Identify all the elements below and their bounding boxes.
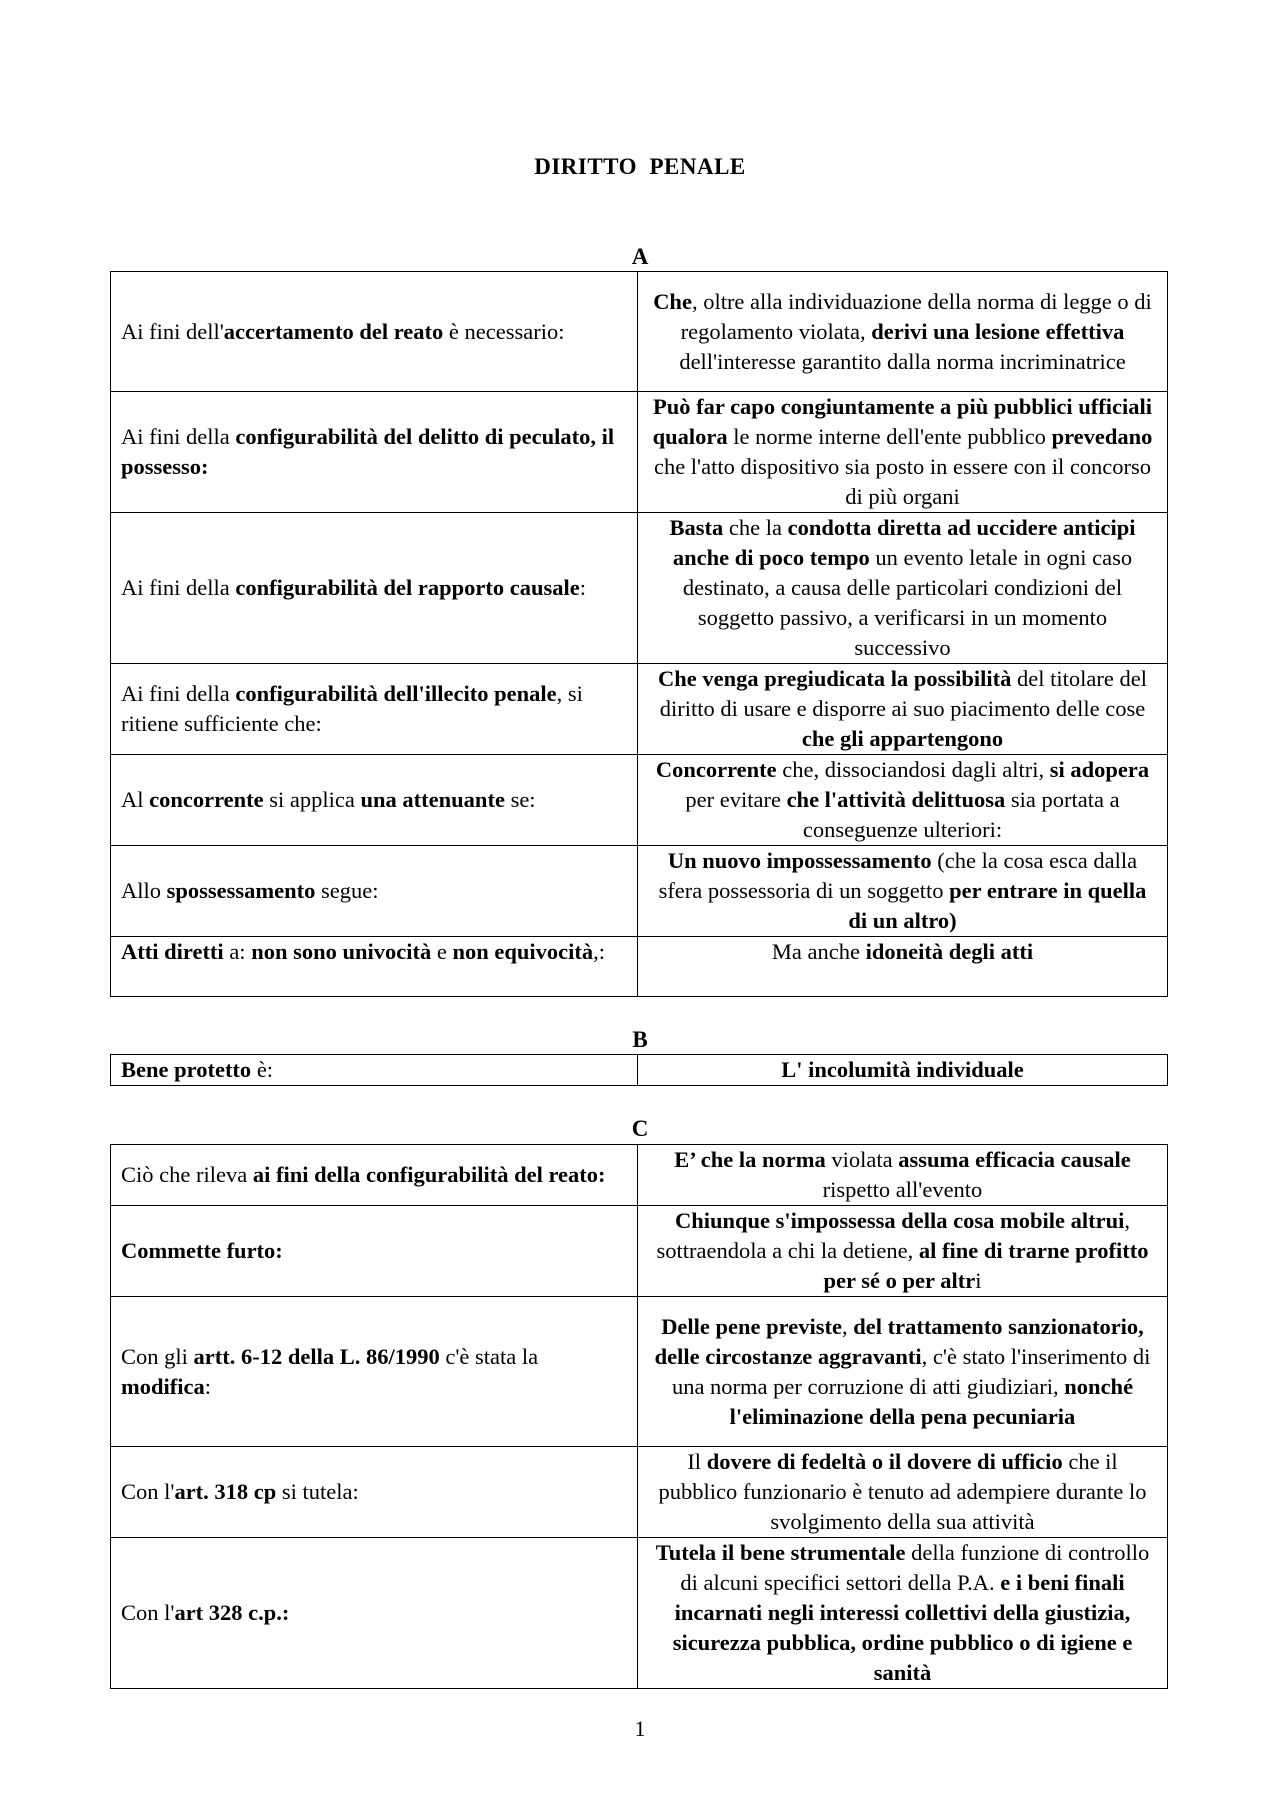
bold-text: Concorrente bbox=[655, 757, 777, 782]
text: i bbox=[975, 1268, 982, 1293]
text: Il bbox=[687, 1449, 707, 1474]
bold-text: idoneità degli atti bbox=[865, 939, 1034, 964]
text: Allo bbox=[121, 878, 167, 903]
answer-cell bbox=[638, 272, 1168, 392]
question-cell bbox=[111, 392, 638, 513]
text: e bbox=[431, 939, 453, 964]
table-row bbox=[111, 1297, 1168, 1447]
answer-cell bbox=[638, 392, 1168, 513]
text: Con l' bbox=[121, 1600, 175, 1625]
page-title: DIRITTO PENALE bbox=[534, 154, 746, 179]
question-cell bbox=[111, 937, 638, 997]
bold-text: non equivocità bbox=[452, 939, 594, 964]
bold-text: art 328 c.p.: bbox=[174, 1600, 290, 1625]
answer-cell bbox=[638, 513, 1168, 664]
answer-cell bbox=[638, 1297, 1168, 1447]
text: sia portata a conseguenze ulteriori: bbox=[802, 787, 1120, 842]
bold-text: che l'attività delittuosa bbox=[786, 787, 1006, 812]
text: ,: bbox=[593, 939, 606, 964]
bold-text: per entrare in quella di un altro) bbox=[848, 878, 1147, 933]
bold-text: E’ che la norma bbox=[674, 1147, 826, 1172]
answer-cell bbox=[638, 1145, 1168, 1206]
text: del titolare del diritto di usare e disporre ai suo piacimento delle cose bbox=[659, 666, 1147, 721]
bold-text: accertamento del reato bbox=[223, 318, 444, 344]
bold-text: configurabilità dell'illecito penale bbox=[235, 681, 557, 706]
bold-text: concorrente bbox=[149, 787, 264, 812]
text: (che la cosa esca dalla sfera possessoria di un soggetto bbox=[658, 848, 1138, 903]
bold-text: Bene protetto bbox=[121, 1057, 252, 1082]
table-row bbox=[111, 755, 1168, 846]
bold-text: assuma efficacia causale bbox=[898, 1147, 1131, 1172]
answer-cell bbox=[638, 755, 1168, 846]
text: Ai fini della bbox=[121, 424, 236, 449]
text: , oltre alla individuazione della norma di legge o di regolamento violata, bbox=[680, 288, 1152, 344]
text: che la bbox=[723, 515, 788, 540]
question-cell bbox=[111, 755, 638, 846]
bold-text: condotta diretta ad uccidere anticipi anche di poco tempo bbox=[672, 515, 1136, 570]
question-cell bbox=[111, 1206, 638, 1297]
text: le norme interne dell'ente pubblico bbox=[727, 424, 1052, 449]
table-row bbox=[111, 1145, 1168, 1206]
text: , sottraendola a chi la detiene, bbox=[656, 1208, 1131, 1263]
bold-text: configurabilità del delitto di peculato, il possesso: bbox=[121, 424, 615, 479]
question-cell bbox=[111, 1145, 638, 1206]
text: : bbox=[204, 1373, 212, 1399]
answer-cell bbox=[638, 1538, 1168, 1689]
table-row bbox=[111, 1206, 1168, 1297]
answer-cell bbox=[638, 1055, 1168, 1086]
table-row bbox=[111, 664, 1168, 755]
bold-text: derivi una lesione effettiva bbox=[871, 318, 1125, 344]
text: della funzione di controllo di alcuni specifici settori della P.A. bbox=[680, 1540, 1150, 1595]
text: per evitare bbox=[685, 787, 787, 812]
bold-text: Che bbox=[653, 288, 692, 314]
text: un evento letale in ogni caso destinato, a causa delle particolari condizioni del soggetto passivo, a verificarsi in un momento successivo bbox=[682, 545, 1133, 660]
answer-cell bbox=[638, 664, 1168, 755]
bold-text: dovere di fedeltà o il dovere di ufficio bbox=[706, 1449, 1063, 1474]
bold-text: nonché l'eliminazione della pena pecuniaria bbox=[729, 1373, 1134, 1429]
text: è: bbox=[251, 1057, 274, 1082]
question-cell bbox=[111, 1297, 638, 1447]
answer-cell bbox=[638, 846, 1168, 937]
section-c-table bbox=[110, 1144, 1168, 1689]
section-b-table bbox=[110, 1054, 1168, 1086]
text: c'è stata la bbox=[439, 1343, 539, 1369]
bold-text: Può far capo congiuntamente a più pubblici ufficiali qualora bbox=[652, 394, 1152, 449]
bold-text: che gli appartengono bbox=[801, 726, 1004, 751]
bold-text: al fine di trarne profitto per sé o per altr bbox=[823, 1238, 1149, 1293]
bold-text: Delle pene previste bbox=[661, 1313, 842, 1339]
question-cell bbox=[111, 272, 638, 392]
bold-text: una attenuante bbox=[360, 787, 505, 812]
bold-text: modifica bbox=[121, 1373, 205, 1399]
section-letter-b: B bbox=[632, 1027, 648, 1052]
section-letter-a: A bbox=[631, 244, 649, 269]
question-cell bbox=[111, 846, 638, 937]
table-row bbox=[111, 392, 1168, 513]
bold-text: si adopera bbox=[1049, 757, 1150, 782]
table-row bbox=[111, 1055, 1168, 1086]
text: è necessario: bbox=[443, 318, 565, 344]
text: che il pubblico funzionario è tenuto ad adempiere durante lo svolgimento della sua attività bbox=[658, 1449, 1147, 1534]
bold-text: art. 318 cp bbox=[174, 1479, 277, 1504]
section-letter-c: C bbox=[631, 1116, 649, 1141]
table-row bbox=[111, 937, 1168, 997]
text: Ai fini della bbox=[121, 575, 236, 600]
bold-text: L' incolumità individuale bbox=[781, 1057, 1024, 1082]
text: , bbox=[841, 1313, 854, 1339]
question-cell bbox=[111, 664, 638, 755]
text: violata bbox=[825, 1147, 899, 1172]
text: si applica bbox=[263, 787, 361, 812]
bold-text: prevedano bbox=[1051, 424, 1153, 449]
answer-cell bbox=[638, 1206, 1168, 1297]
bold-text: del trattamento sanzionatorio, delle circostanze aggravanti bbox=[654, 1313, 1144, 1369]
text: si tutela: bbox=[276, 1479, 359, 1504]
table-row bbox=[111, 513, 1168, 664]
text: Ai fini dell' bbox=[121, 318, 224, 344]
bold-text: spossessamento bbox=[166, 878, 316, 903]
answer-cell bbox=[638, 937, 1168, 997]
text: rispetto all'evento bbox=[822, 1177, 983, 1202]
bold-text: non sono univocità bbox=[251, 939, 432, 964]
text: Con gli bbox=[121, 1343, 194, 1369]
question-cell bbox=[111, 513, 638, 664]
table-row bbox=[111, 1447, 1168, 1538]
page-number: 1 bbox=[634, 1716, 646, 1741]
text: , c'è stato l'inserimento di una norma per corruzione di atti giudiziari, bbox=[671, 1343, 1151, 1399]
text: , si ritiene sufficiente che: bbox=[121, 681, 583, 736]
table-row bbox=[111, 1538, 1168, 1689]
bold-text: Tutela il bene strumentale bbox=[655, 1540, 906, 1565]
answer-cell bbox=[638, 1447, 1168, 1538]
section-a-table bbox=[110, 271, 1168, 997]
text: Ai fini della bbox=[121, 681, 236, 706]
bold-text: Un nuovo impossessamento bbox=[667, 848, 932, 873]
text: : bbox=[579, 575, 586, 600]
text: Al bbox=[121, 787, 150, 812]
text: che l'atto dispositivo sia posto in essere con il concorso di più organi bbox=[653, 454, 1152, 509]
table-row bbox=[111, 846, 1168, 937]
bold-text: e i beni finali incarnati negli interessi collettivi della giustizia, sicurezza pubblica, ordine pubblico o di igiene e sanità bbox=[672, 1570, 1133, 1685]
text: che, dissociandosi dagli altri, bbox=[776, 757, 1050, 782]
bold-text: Atti diretti bbox=[121, 939, 224, 964]
bold-text: Commette furto: bbox=[121, 1238, 283, 1263]
bold-text: Chiunque s'impossessa della cosa mobile altrui bbox=[674, 1208, 1125, 1233]
text: se: bbox=[504, 787, 536, 812]
text: Ma anche bbox=[771, 939, 866, 964]
question-cell bbox=[111, 1447, 638, 1538]
bold-text: ai fini della configurabilità del reato: bbox=[252, 1162, 606, 1187]
text: Con l' bbox=[121, 1479, 175, 1504]
text: segue: bbox=[315, 878, 379, 903]
bold-text: artt. 6-12 della L. 86/1990 bbox=[193, 1343, 440, 1369]
bold-text: configurabilità del rapporto causale bbox=[235, 575, 580, 600]
question-cell bbox=[111, 1538, 638, 1689]
text: dell'interesse garantito dalla norma incriminatrice bbox=[679, 348, 1126, 374]
bold-text: Basta bbox=[669, 515, 724, 540]
bold-text: Che venga pregiudicata la possibilità bbox=[658, 666, 1012, 691]
question-cell bbox=[111, 1055, 638, 1086]
text: a: bbox=[223, 939, 252, 964]
table-row bbox=[111, 272, 1168, 392]
text: Ciò che rileva bbox=[121, 1162, 253, 1187]
